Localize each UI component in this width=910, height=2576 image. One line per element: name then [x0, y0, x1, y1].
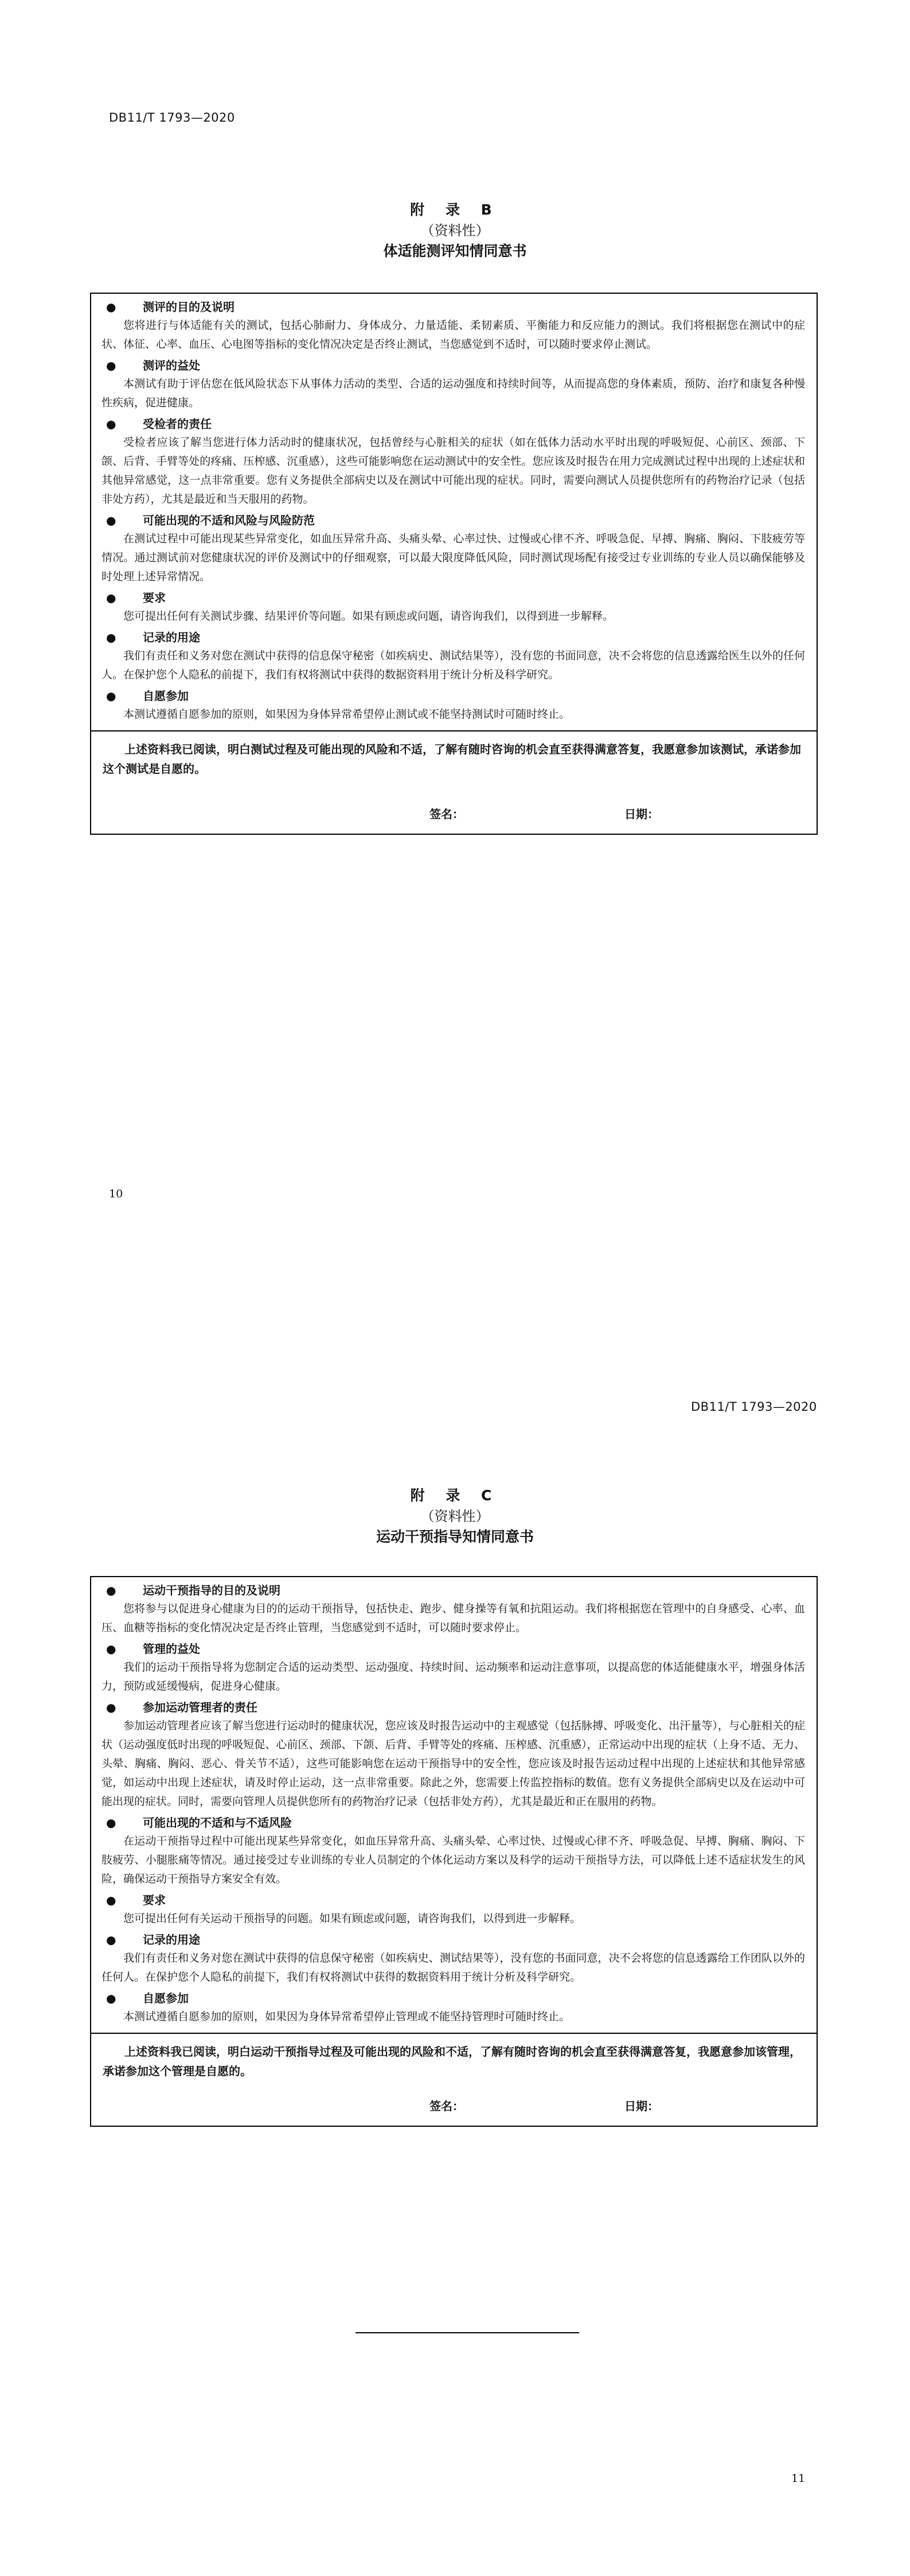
- appendix-title: 体适能测评知情同意书: [383, 243, 527, 259]
- bullet-icon: ●: [106, 300, 116, 314]
- section-requirements: [101, 1892, 805, 1928]
- form-sections: [91, 294, 817, 730]
- section-heading: [101, 687, 805, 705]
- section-heading: [101, 1931, 805, 1948]
- form-sections: [91, 1577, 817, 2033]
- section-heading-text: 测评的目的及说明: [143, 300, 235, 314]
- section-records: [101, 1931, 805, 1987]
- consent-form-box: [90, 293, 818, 835]
- section-paragraph: 您将参与以促进身心健康为目的的运动干预指导，包括快走、跑步、健身操等有氧和抗阻运动。我们将根据您在管理中的自身感受、心率、血压、血糖等指标的变化情况决定是否终止管理，当您感觉到不适时，可以随时要求停止。: [101, 1602, 805, 1634]
- section-heading-text: 要求: [143, 591, 166, 605]
- section-purpose: [101, 298, 805, 354]
- section-heading-text: 参加运动管理者的责任: [143, 1701, 257, 1714]
- section-paragraph: 您可提出任何有关运动干预指导的问题。如果有顾虑或问题，请咨询我们，以得到进一步解释。: [123, 1912, 581, 1925]
- consent-statement-box: [91, 2033, 817, 2126]
- section-heading-text: 要求: [143, 1893, 166, 1907]
- section-heading: [101, 1582, 805, 1599]
- standard-code: DB11/T 1793—2020: [691, 1400, 817, 1414]
- section-heading-text: 自愿参加: [143, 1991, 189, 2005]
- bullet-icon: ●: [106, 689, 116, 703]
- page-number: 11: [791, 2472, 806, 2485]
- bullet-icon: ●: [106, 1642, 116, 1656]
- section-heading: [101, 1640, 805, 1657]
- bullet-icon: ●: [106, 1701, 116, 1714]
- section-paragraph: 在运动干预指导过程中可能出现某些异常变化，如血压异常升高、头痛头晕、心率过快、过慢或心律不齐、呼吸急促、早搏、胸痛、胸闷、下肢疲劳、小腿胀痛等情况。通过接受过专业训练的专业人员制定的个体化运动方案以及科学的运动干预指导方法，可以降低上述不适症状发生的风险，确保运动干预指导方案安全有效。: [101, 1835, 805, 1885]
- section-heading-text: 受检者的责任: [143, 417, 212, 431]
- section-paragraph: 您可提出任何有关测试步骤、结果评价等问题。如果有顾虑或问题，请咨询我们，以得到进一步解释。: [123, 610, 614, 622]
- bullet-icon: ●: [106, 1933, 116, 1947]
- bullet-icon: ●: [106, 591, 116, 605]
- section-paragraph: 我们有责任和义务对您在测试中获得的信息保守秘密（如疾病史、测试结果等），没有您的书面同意，决不会将您的信息透露给工作团队以外的任何人。在保护您个人隐私的前提下，我们有权将测试中获得的数据资料用于统计分析及科学研究。: [101, 1952, 805, 1983]
- section-heading-text: 管理的益处: [143, 1642, 200, 1656]
- section-paragraph: 受检者应该了解当您进行体力活动时的健康状况，包括曾经与心脏相关的症状（如在低体力活动水平时出现的呼吸短促、心前区、颈部、下颌、后背、手臂等处的疼痛、压榨感、沉重感），这些可能影响您在运动测试中的安全性。您应该及时报告在用力完成测试过程中出现的上述症状和其他异常感觉，这一点非常重要。您有义务提供全部病史以及在测试中可能出现的症状。同时，需要向测试人员提供您所有的药物治疗记录（包括非处方药），尤其是最近和当天服用的药物。: [101, 436, 805, 505]
- appendix-note: （资料性）: [420, 1508, 490, 1524]
- section-benefits: [101, 357, 805, 413]
- section-risks: [101, 512, 805, 586]
- bullet-icon: ●: [106, 1816, 116, 1830]
- bullet-icon: ●: [106, 359, 116, 372]
- section-paragraph: 本测试遵循自愿参加的原则，如果因为身体异常希望停止测试或不能坚持测试时可随时终止。: [123, 708, 571, 721]
- consent-statement-box: [91, 730, 817, 834]
- section-paragraph: 在测试过程中可能出现某些异常变化，如血压异常升高、头痛头晕、心率过快、过慢或心律不齐、呼吸急促、早搏、胸痛、胸闷、下肢疲劳等情况。通过测试前对您健康状况的评价及测试中的仔细观察，可以最大限度降低风险，同时测试现场配有接受过专业训练的专业人员以确保能够及时处理上述异常情况。: [101, 532, 805, 583]
- appendix-note: （资料性）: [420, 223, 490, 239]
- bullet-icon: ●: [106, 1991, 116, 2005]
- section-voluntary: [101, 1990, 805, 2026]
- section-heading-text: 可能出现的不适和与不适风险: [143, 1816, 292, 1830]
- section-heading: [101, 415, 805, 433]
- section-heading-text: 运动干预指导的目的及说明: [143, 1583, 280, 1597]
- appendix-label: 附 录 B: [410, 201, 500, 218]
- bullet-icon: ●: [106, 417, 116, 431]
- section-paragraph: 我们的运动干预指导将为您制定合适的运动类型、运动强度、持续时间、运动频率和运动注意事项，以提高您的体适能健康水平，增强身体活力，预防或延缓慢病，促进身心健康。: [101, 1661, 805, 1692]
- section-heading: [101, 298, 805, 316]
- appendix-title-block: [0, 200, 910, 262]
- date-label: 日期：: [624, 807, 659, 821]
- section-paragraph: 您将进行与体适能有关的测试，包括心肺耐力、身体成分、力量适能、柔韧素质、平衡能力和反应能力的测试。我们将根据您在测试中的症状、体征、心率、血压、心电图等指标的变化情况决定是否终止测试，当您感觉到不适时，可以随时要求停止测试。: [101, 319, 805, 351]
- date-label: 日期：: [624, 2099, 659, 2113]
- end-of-standard-line: [356, 2332, 579, 2333]
- consent-form-box: [90, 1576, 818, 2127]
- section-heading-text: 记录的用途: [143, 1933, 200, 1947]
- bullet-icon: ●: [106, 1893, 116, 1907]
- section-benefits: [101, 1640, 805, 1696]
- document-page-11: [0, 1288, 910, 2576]
- section-heading: [101, 629, 805, 646]
- bullet-icon: ●: [106, 513, 116, 527]
- section-heading: [101, 357, 805, 374]
- appendix-title-block: [0, 1485, 910, 1547]
- consent-statement: 上述资料我已阅读，明白测试过程及可能出现的风险和不适，了解有随时咨询的机会直至获得满意答复，我愿意参加该测试，承诺参加这个测试是自愿的。: [103, 742, 801, 776]
- standard-code: DB11/T 1793—2020: [109, 111, 235, 124]
- bullet-icon: ●: [106, 1583, 116, 1597]
- signature-label: 签名：: [429, 2099, 464, 2113]
- section-risks: [101, 1814, 805, 1889]
- section-paragraph: 我们有责任和义务对您在测试中获得的信息保守秘密（如疾病史、测试结果等），没有您的书面同意，决不会将您的信息透露给医生以外的任何人。在保护您个人隐私的前提下，我们有权将测试中获得的数据资料用于统计分析及科学研究。: [101, 649, 805, 681]
- page-number: 10: [109, 1188, 123, 1200]
- section-responsibility: [101, 415, 805, 509]
- section-voluntary: [101, 687, 805, 724]
- signature-row: [103, 2094, 804, 2116]
- section-records: [101, 629, 805, 684]
- signature-row: [103, 801, 804, 824]
- appendix-label: 附 录 C: [410, 1487, 500, 1504]
- section-heading-text: 记录的用途: [143, 631, 200, 644]
- section-heading: [101, 512, 805, 529]
- section-requirements: [101, 589, 805, 626]
- section-heading-text: 自愿参加: [143, 689, 189, 703]
- section-heading: [101, 589, 805, 606]
- bullet-icon: ●: [106, 631, 116, 644]
- section-heading: [101, 1699, 805, 1716]
- section-heading: [101, 1990, 805, 2007]
- section-heading-text: 可能出现的不适和风险与风险防范: [143, 513, 315, 527]
- section-heading: [101, 1892, 805, 1909]
- section-responsibility: [101, 1699, 805, 1811]
- section-paragraph: 本测试遵循自愿参加的原则，如果因为身体异常希望停止管理或不能坚持管理时可随时终止。: [123, 2010, 571, 2023]
- appendix-title: 运动干预指导知情同意书: [376, 1528, 534, 1545]
- section-heading: [101, 1814, 805, 1831]
- consent-statement: 上述资料我已阅读，明白运动干预指导过程及可能出现的风险和不适，了解有随时咨询的机会直至获得满意答复，我愿意参加该管理，承诺参加这个管理是自愿的。: [103, 2045, 801, 2078]
- section-paragraph: 参加运动管理者应该了解当您进行运动时的健康状况，您应该及时报告运动中的主观感觉（包括脉搏、呼吸变化、出汗量等），与心脏相关的症状（运动强度低时出现的呼吸短促、心前区、颈部、下颌、后背、手臂等处的疼痛、压榨感、沉重感），正常运动中出现的症状（上身不适、无力、头晕、胸痛、胸闷、恶心、骨关节不适），这些可能影响您在运动干预指导中的安全性，您应该及时报告运动过程中出现的上述症状和其他异常感觉，如运动中出现上述症状，请及时停止运动，这一点非常重要。除此之外，您需要上传监控指标的数值。您有义务提供全部病史以及在运动中可能出现的症状。同时，需要向管理人员提供您所有的药物治疗记录（包括非处方药），尤其是最近和正在服用的药物。: [101, 1719, 805, 1808]
- section-purpose: [101, 1582, 805, 1637]
- section-heading-text: 测评的益处: [143, 359, 200, 372]
- section-paragraph: 本测试有助于评估您在低风险状态下从事体力活动的类型、合适的运动强度和持续时间等，从而提高您的身体素质，预防、治疗和康复各种慢性疾病，促进健康。: [101, 378, 805, 409]
- signature-label: 签名：: [429, 807, 464, 821]
